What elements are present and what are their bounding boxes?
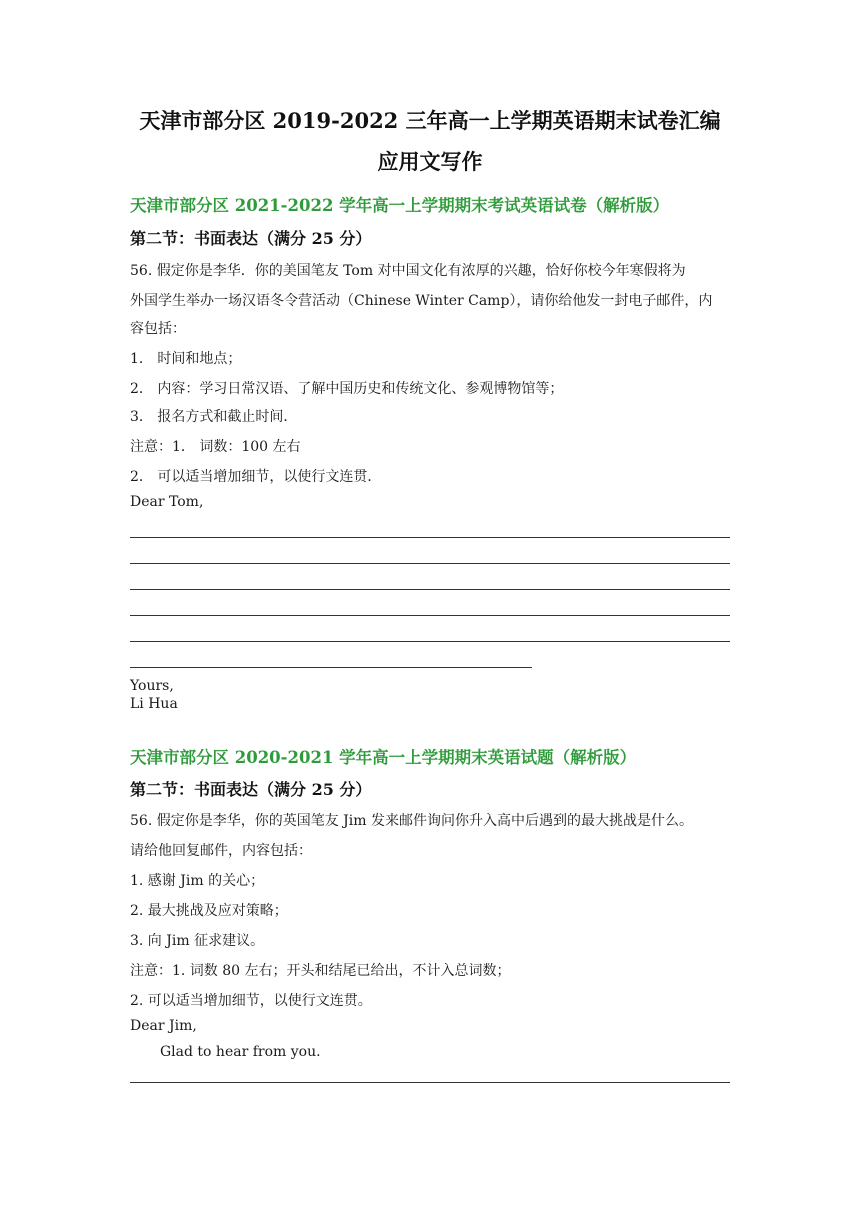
section2-line: 请给他回复邮件，内容包括： (130, 843, 312, 859)
section2-title: 天津市部分区 2020-2021 学年高一上学期期末英语试题（解析版） (130, 748, 637, 767)
answer-line (130, 641, 730, 642)
answer-line (130, 563, 730, 564)
section1-heading: 第二节：书面表达（满分 25 分） (130, 229, 372, 248)
section1-closing: Yours, (130, 678, 174, 694)
answer-line (130, 537, 730, 538)
section1-line: 外国学生举办一场汉语冬令营活动（Chinese Winter Camp），请你给他发一封电子邮件，内 (130, 293, 713, 309)
document-title: 天津市部分区 2019-2022 三年高一上学期英语期末试卷汇编 (139, 108, 721, 133)
section1-line: 2． 内容：学习日常汉语、了解中国历史和传统文化、参观博物馆等； (130, 381, 564, 397)
section1-line: 容包括： (130, 321, 186, 337)
section2-line: 注意：1. 词数 80 左右；开头和结尾已给出，不计入总词数； (130, 963, 511, 979)
section2-salutation: Dear Jim, (130, 1018, 197, 1034)
section1-line: 1． 时间和地点； (130, 351, 242, 367)
section1-line: 2． 可以适当增加细节，以使行文连贯． (130, 469, 382, 485)
section2-line: 3. 向 Jim 征求建议。 (130, 933, 265, 949)
answer-line (130, 615, 730, 616)
section2-heading: 第二节：书面表达（满分 25 分） (130, 780, 372, 799)
section2-line: 2. 可以适当增加细节，以使行文连贯。 (130, 993, 372, 1009)
section2-line: 56. 假定你是李华，你的英国笔友 Jim 发来邮件询问你升入高中后遇到的最大挑战是什么。 (130, 813, 693, 829)
section2-line: 2. 最大挑战及应对策略； (130, 903, 288, 919)
section1-signature: Li Hua (130, 696, 178, 712)
answer-line (130, 589, 730, 590)
answer-line (130, 667, 532, 668)
section2-line: 1. 感谢 Jim 的关心； (130, 873, 265, 889)
section1-line: 3． 报名方式和截止时间． (130, 409, 298, 425)
section1-line: 56. 假定你是李华．你的美国笔友 Tom 对中国文化有浓厚的兴趣，恰好你校今年寒假将为 (130, 263, 686, 279)
section1-salutation: Dear Tom, (130, 494, 204, 510)
document-subtitle: 应用文写作 (377, 149, 483, 174)
section1-line: 注意：1． 词数：100 左右 (130, 439, 301, 455)
answer-line (130, 1082, 730, 1083)
section1-title: 天津市部分区 2021-2022 学年高一上学期期末考试英语试卷（解析版） (130, 196, 670, 215)
section2-opening: Glad to hear from you. (160, 1044, 321, 1060)
